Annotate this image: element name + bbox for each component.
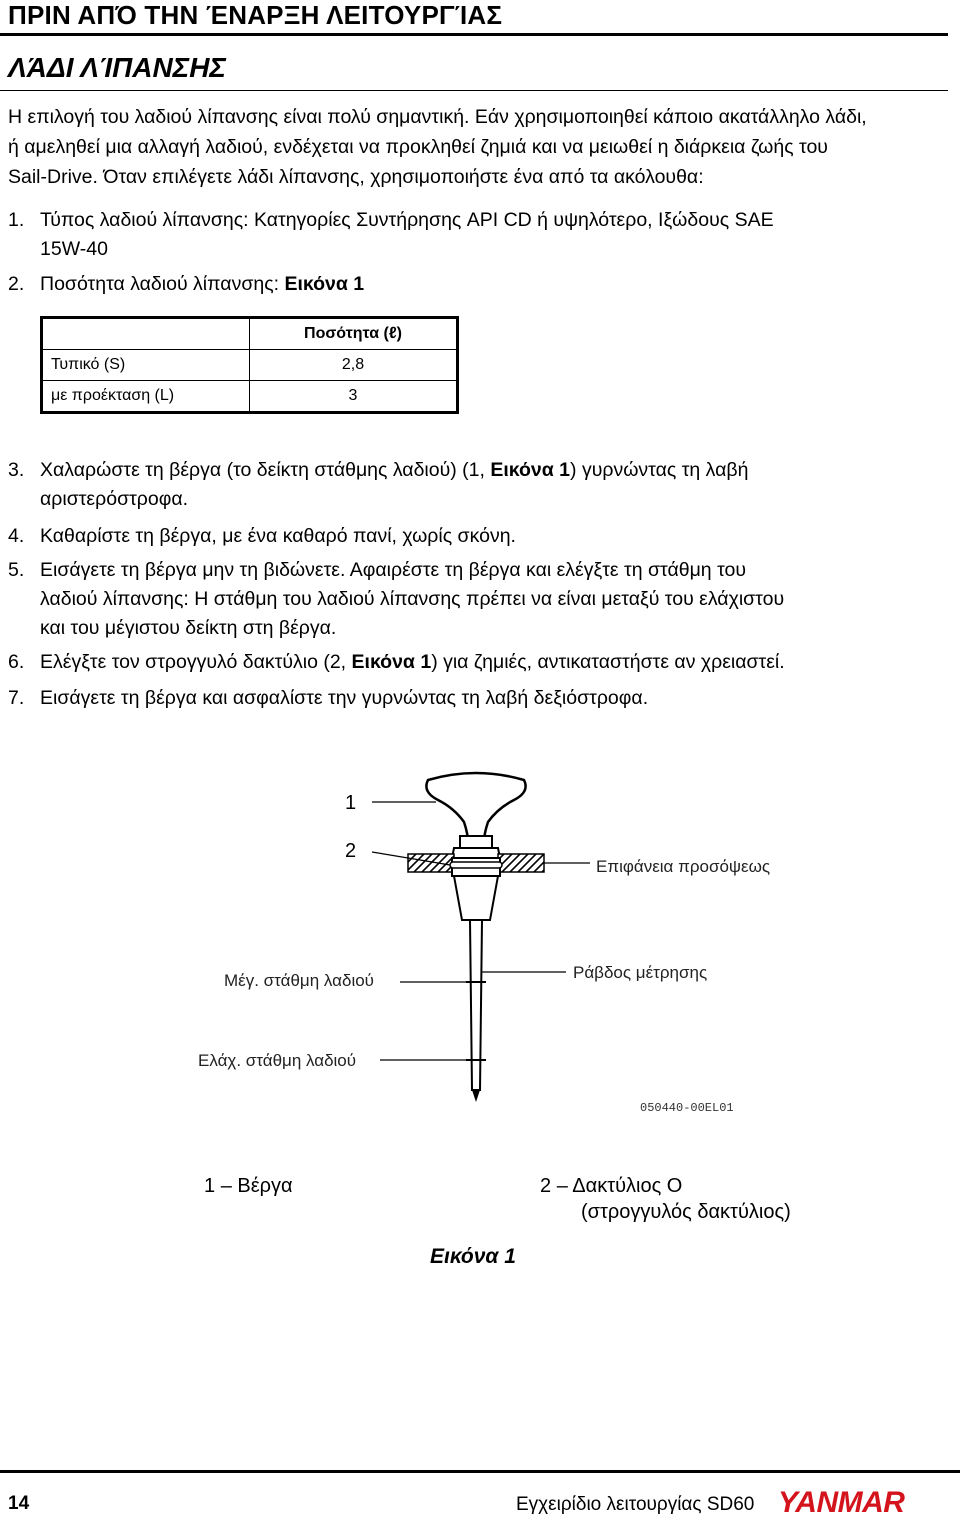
table-row xyxy=(42,381,458,413)
surface-label: Επιφάνεια προσόψεως xyxy=(596,857,771,876)
step-number: 6. xyxy=(8,651,25,673)
step-text: Εισάγετε τη βέργα και ασφαλίστε την γυρνώντας τη λαβή δεξιόστροφα. xyxy=(40,687,649,709)
header-rule xyxy=(0,33,948,36)
intro-paragraph xyxy=(8,102,948,192)
surface-plate-right xyxy=(498,854,544,872)
step-text: λαδιού λίπανσης: Η στάθμη του λαδιού λίπανσης πρέπει να είναι μεταξύ του ελάχιστου xyxy=(40,588,785,610)
intro-line-1: Η επιλογή του λαδιού λίπανσης είναι πολύ σημαντική. Εάν χρησιμοποιηθεί κάποιο ακατάλληλο λάδι, xyxy=(8,106,867,128)
intro-line-2: ή αμεληθεί μια αλλαγή λαδιού, ενδέχεται να προκληθεί ζημιά και να μειωθεί η διάρκεια ζωής του xyxy=(8,136,828,158)
legend-label: Δακτύλιος O xyxy=(572,1175,683,1197)
dipstick-taper xyxy=(454,876,498,920)
step-number: 4. xyxy=(8,525,25,547)
callout-1: 1 xyxy=(345,792,357,814)
dipstick-handle xyxy=(426,773,525,842)
dipstick-shaft xyxy=(470,920,482,1090)
step-number: 3. xyxy=(8,459,25,481)
legend-dash: – xyxy=(556,1175,568,1197)
figure-caption: Εικόνα 1 xyxy=(430,1245,516,1268)
legend-item-2-sub: (στρογγυλός δακτύλιος) xyxy=(581,1201,791,1223)
step-text: Τύπος λαδιού λίπανσης: Κατηγορίες Συντήρησης API CD ή υψηλότερο, Ιξώδους SAE xyxy=(40,209,774,231)
step-text: ) για ζημιές, αντικαταστήστε αν χρειαστεί. xyxy=(431,651,785,673)
manual-title: Εγχειρίδιο λειτουργίας SD60 xyxy=(516,1494,755,1515)
yanmar-logo: YANMAR xyxy=(778,1486,905,1519)
step-number: 1. xyxy=(8,209,25,231)
legend-item-1 xyxy=(204,1175,293,1198)
dipstick-tip xyxy=(472,1090,480,1102)
step-5 xyxy=(8,556,948,643)
oil-quantity-table xyxy=(40,316,459,414)
legend-number: 2 xyxy=(540,1175,552,1197)
step-number: 7. xyxy=(8,687,25,709)
page-header-title: ΠΡΙΝ ΑΠΌ ΤΗΝ ΈΝΑΡΞΗ ΛΕΙΤΟΥΡΓΊΑΣ xyxy=(8,0,503,30)
step-text: Καθαρίστε τη βέργα, με ένα καθαρό πανί, χωρίς σκόνη. xyxy=(40,525,516,547)
step-number: 5. xyxy=(8,559,25,581)
table-cell-value: 3 xyxy=(250,381,458,413)
step-text: Ελέγξτε τον στρογγυλό δακτύλιο (2, xyxy=(40,651,352,673)
legend-number: 1 xyxy=(204,1175,216,1197)
step-1 xyxy=(8,206,948,264)
legend-dash: – xyxy=(220,1175,232,1197)
dipstick-figure xyxy=(0,750,960,1150)
table-cell-value: 2,8 xyxy=(250,350,458,381)
step-3 xyxy=(8,456,948,514)
step-text: 15W-40 xyxy=(40,238,108,260)
intro-line-3: Sail-Drive. Όταν επιλέγετε λάδι λίπανσης, χρησιμοποιήστε ένα από τα ακόλουθα: xyxy=(8,166,704,188)
figure-reference: Εικόνα 1 xyxy=(490,459,571,481)
step-text: Ποσότητα λαδιού λίπανσης: xyxy=(40,273,285,295)
step-text: Εισάγετε τη βέργα μην τη βιδώνετε. Αφαιρέστε τη βέργα και ελέγξτε τη στάθμη του xyxy=(40,559,746,581)
max-level-label: Μέγ. στάθμη λαδιού xyxy=(224,971,374,990)
o-ring xyxy=(450,862,502,868)
table-header-row xyxy=(42,318,458,350)
step-6 xyxy=(8,648,948,677)
step-text: αριστερόστροφα. xyxy=(40,488,189,510)
table-row xyxy=(42,350,458,381)
table-cell-label: με προέκταση (L) xyxy=(42,381,250,413)
callout-2: 2 xyxy=(345,840,357,862)
section-rule xyxy=(0,90,948,91)
step-text: ) γυρνώντας τη λαβή xyxy=(570,459,749,481)
surface-plate-left xyxy=(408,854,454,872)
table-corner-cell xyxy=(42,318,250,350)
dipstick-neck xyxy=(460,836,492,848)
step-number: 2. xyxy=(8,273,25,295)
legend-item-2 xyxy=(540,1175,682,1198)
step-text: Χαλαρώστε τη βέργα (το δείκτη στάθμης λαδιού) (1, xyxy=(40,459,491,481)
page-number: 14 xyxy=(8,1493,30,1514)
table-cell-label: Τυπικό (S) xyxy=(42,350,250,381)
step-text: και του μέγιστου δείκτη στη βέργα. xyxy=(40,617,337,639)
section-title: ΛΆΔΙ ΛΊΠΑΝΣΗΣ xyxy=(8,52,226,83)
figure-code: 050440-00EL01 xyxy=(640,1101,734,1115)
min-level-label: Ελάχ. στάθμη λαδιού xyxy=(198,1051,357,1070)
dipstick-label: Ράβδος μέτρησης xyxy=(573,963,708,982)
step-2 xyxy=(8,270,948,299)
step-7 xyxy=(8,684,948,713)
step-4 xyxy=(8,522,948,551)
figure-reference: Εικόνα 1 xyxy=(284,273,365,295)
dipstick-collar xyxy=(452,848,500,858)
footer-rule xyxy=(0,1470,960,1473)
table-header-quantity: Ποσότητα (ℓ) xyxy=(250,318,458,350)
figure-reference: Εικόνα 1 xyxy=(351,651,432,673)
legend-label: Βέργα xyxy=(237,1175,293,1197)
